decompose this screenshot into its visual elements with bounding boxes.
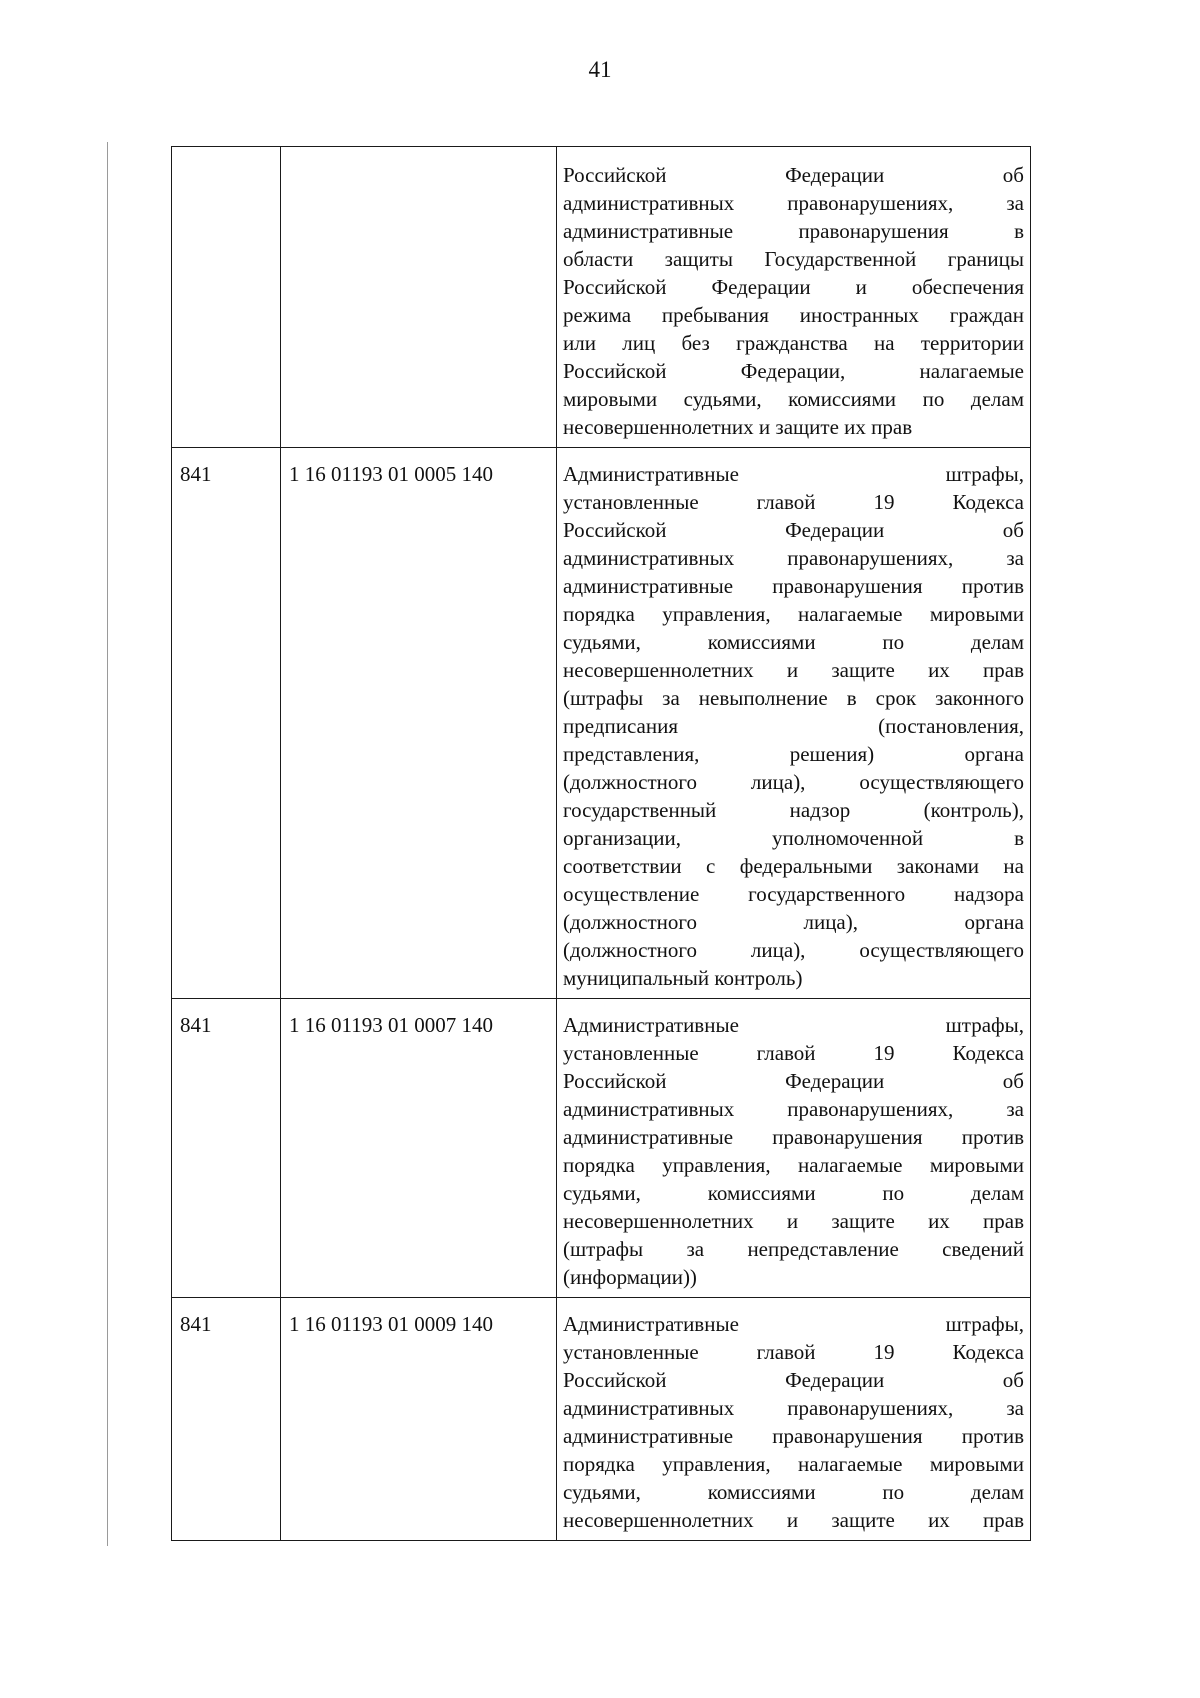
- description-line: Российской Федерации об: [563, 1368, 1024, 1392]
- description-line: административные правонарушения в: [563, 219, 1024, 243]
- description-line: административные правонарушения против: [563, 574, 1024, 598]
- description-line: административных правонарушениях, за: [563, 191, 1024, 215]
- description-cell: [557, 999, 1031, 1298]
- description-line: Российской Федерации и обеспечения: [563, 275, 1024, 299]
- kbk-code-cell: 1 16 01193 01 0007 140: [281, 999, 557, 1298]
- description-cell: [557, 147, 1031, 448]
- description-line: порядка управления, налагаемые мировыми: [563, 602, 1024, 626]
- description-line: установленные главой 19 Кодекса: [563, 1340, 1024, 1364]
- table-row: [172, 147, 1031, 448]
- budget-code-table: [171, 146, 1031, 1541]
- admin-code-cell: 841: [172, 448, 281, 999]
- description-line: области защиты Государственной границы: [563, 247, 1024, 271]
- description-line: представления, решения) органа: [563, 742, 1024, 766]
- description-line: административные правонарушения против: [563, 1125, 1024, 1149]
- description-line: (информации)): [563, 1265, 697, 1289]
- description-line: (должностного лица), осуществляющего: [563, 938, 1024, 962]
- table-row: [172, 1298, 1031, 1541]
- description-line: судьями, комиссиями по делам: [563, 630, 1024, 654]
- description-line: мировыми судьями, комиссиями по делам: [563, 387, 1024, 411]
- table-row: [172, 448, 1031, 999]
- admin-code-cell: [172, 147, 281, 448]
- description-line: судьями, комиссиями по делам: [563, 1480, 1024, 1504]
- description-line: режима пребывания иностранных граждан: [563, 303, 1024, 327]
- margin-rule: [107, 142, 108, 1546]
- table-row: [172, 999, 1031, 1298]
- description-line: Российской Федерации об: [563, 163, 1024, 187]
- description-line: Российской Федерации об: [563, 1069, 1024, 1093]
- description-line: порядка управления, налагаемые мировыми: [563, 1452, 1024, 1476]
- description-line: административных правонарушениях, за: [563, 546, 1024, 570]
- admin-code-cell: 841: [172, 999, 281, 1298]
- description-line: Российской Федерации, налагаемые: [563, 359, 1024, 383]
- description-line: осуществление государственного надзора: [563, 882, 1024, 906]
- admin-code-cell: 841: [172, 1298, 281, 1541]
- description-line: Административные штрафы,: [563, 462, 1024, 486]
- kbk-code-cell: 1 16 01193 01 0005 140: [281, 448, 557, 999]
- description-line: несовершеннолетних и защите их прав: [563, 1209, 1024, 1233]
- description-line: Административные штрафы,: [563, 1312, 1024, 1336]
- page-number: 41: [588, 57, 612, 82]
- description-line: Административные штрафы,: [563, 1013, 1024, 1037]
- description-line: Российской Федерации об: [563, 518, 1024, 542]
- description-line: организации, уполномоченной в: [563, 826, 1024, 850]
- kbk-code-cell: [281, 147, 557, 448]
- description-line: установленные главой 19 Кодекса: [563, 1041, 1024, 1065]
- description-line: (штрафы за невыполнение в срок законного: [563, 686, 1024, 710]
- description-line: муниципальный контроль): [563, 966, 803, 990]
- description-line: порядка управления, налагаемые мировыми: [563, 1153, 1024, 1177]
- description-line: соответствии с федеральными законами на: [563, 854, 1024, 878]
- description-line: государственный надзор (контроль),: [563, 798, 1024, 822]
- description-line: судьями, комиссиями по делам: [563, 1181, 1024, 1205]
- description-line: несовершеннолетних и защите их прав: [563, 658, 1024, 682]
- description-line: установленные главой 19 Кодекса: [563, 490, 1024, 514]
- description-cell: [557, 448, 1031, 999]
- description-line: предписания (постановления,: [563, 714, 1024, 738]
- description-line: административные правонарушения против: [563, 1424, 1024, 1448]
- description-line: административных правонарушениях, за: [563, 1396, 1024, 1420]
- description-line: несовершеннолетних и защите их прав: [563, 1508, 1024, 1532]
- kbk-code-cell: 1 16 01193 01 0009 140: [281, 1298, 557, 1541]
- description-line: (должностного лица), органа: [563, 910, 1024, 934]
- description-line: несовершеннолетних и защите их прав: [563, 415, 913, 439]
- description-cell: [557, 1298, 1031, 1541]
- description-line: или лиц без гражданства на территории: [563, 331, 1024, 355]
- description-line: административных правонарушениях, за: [563, 1097, 1024, 1121]
- description-line: (должностного лица), осуществляющего: [563, 770, 1024, 794]
- description-line: (штрафы за непредставление сведений: [563, 1237, 1024, 1261]
